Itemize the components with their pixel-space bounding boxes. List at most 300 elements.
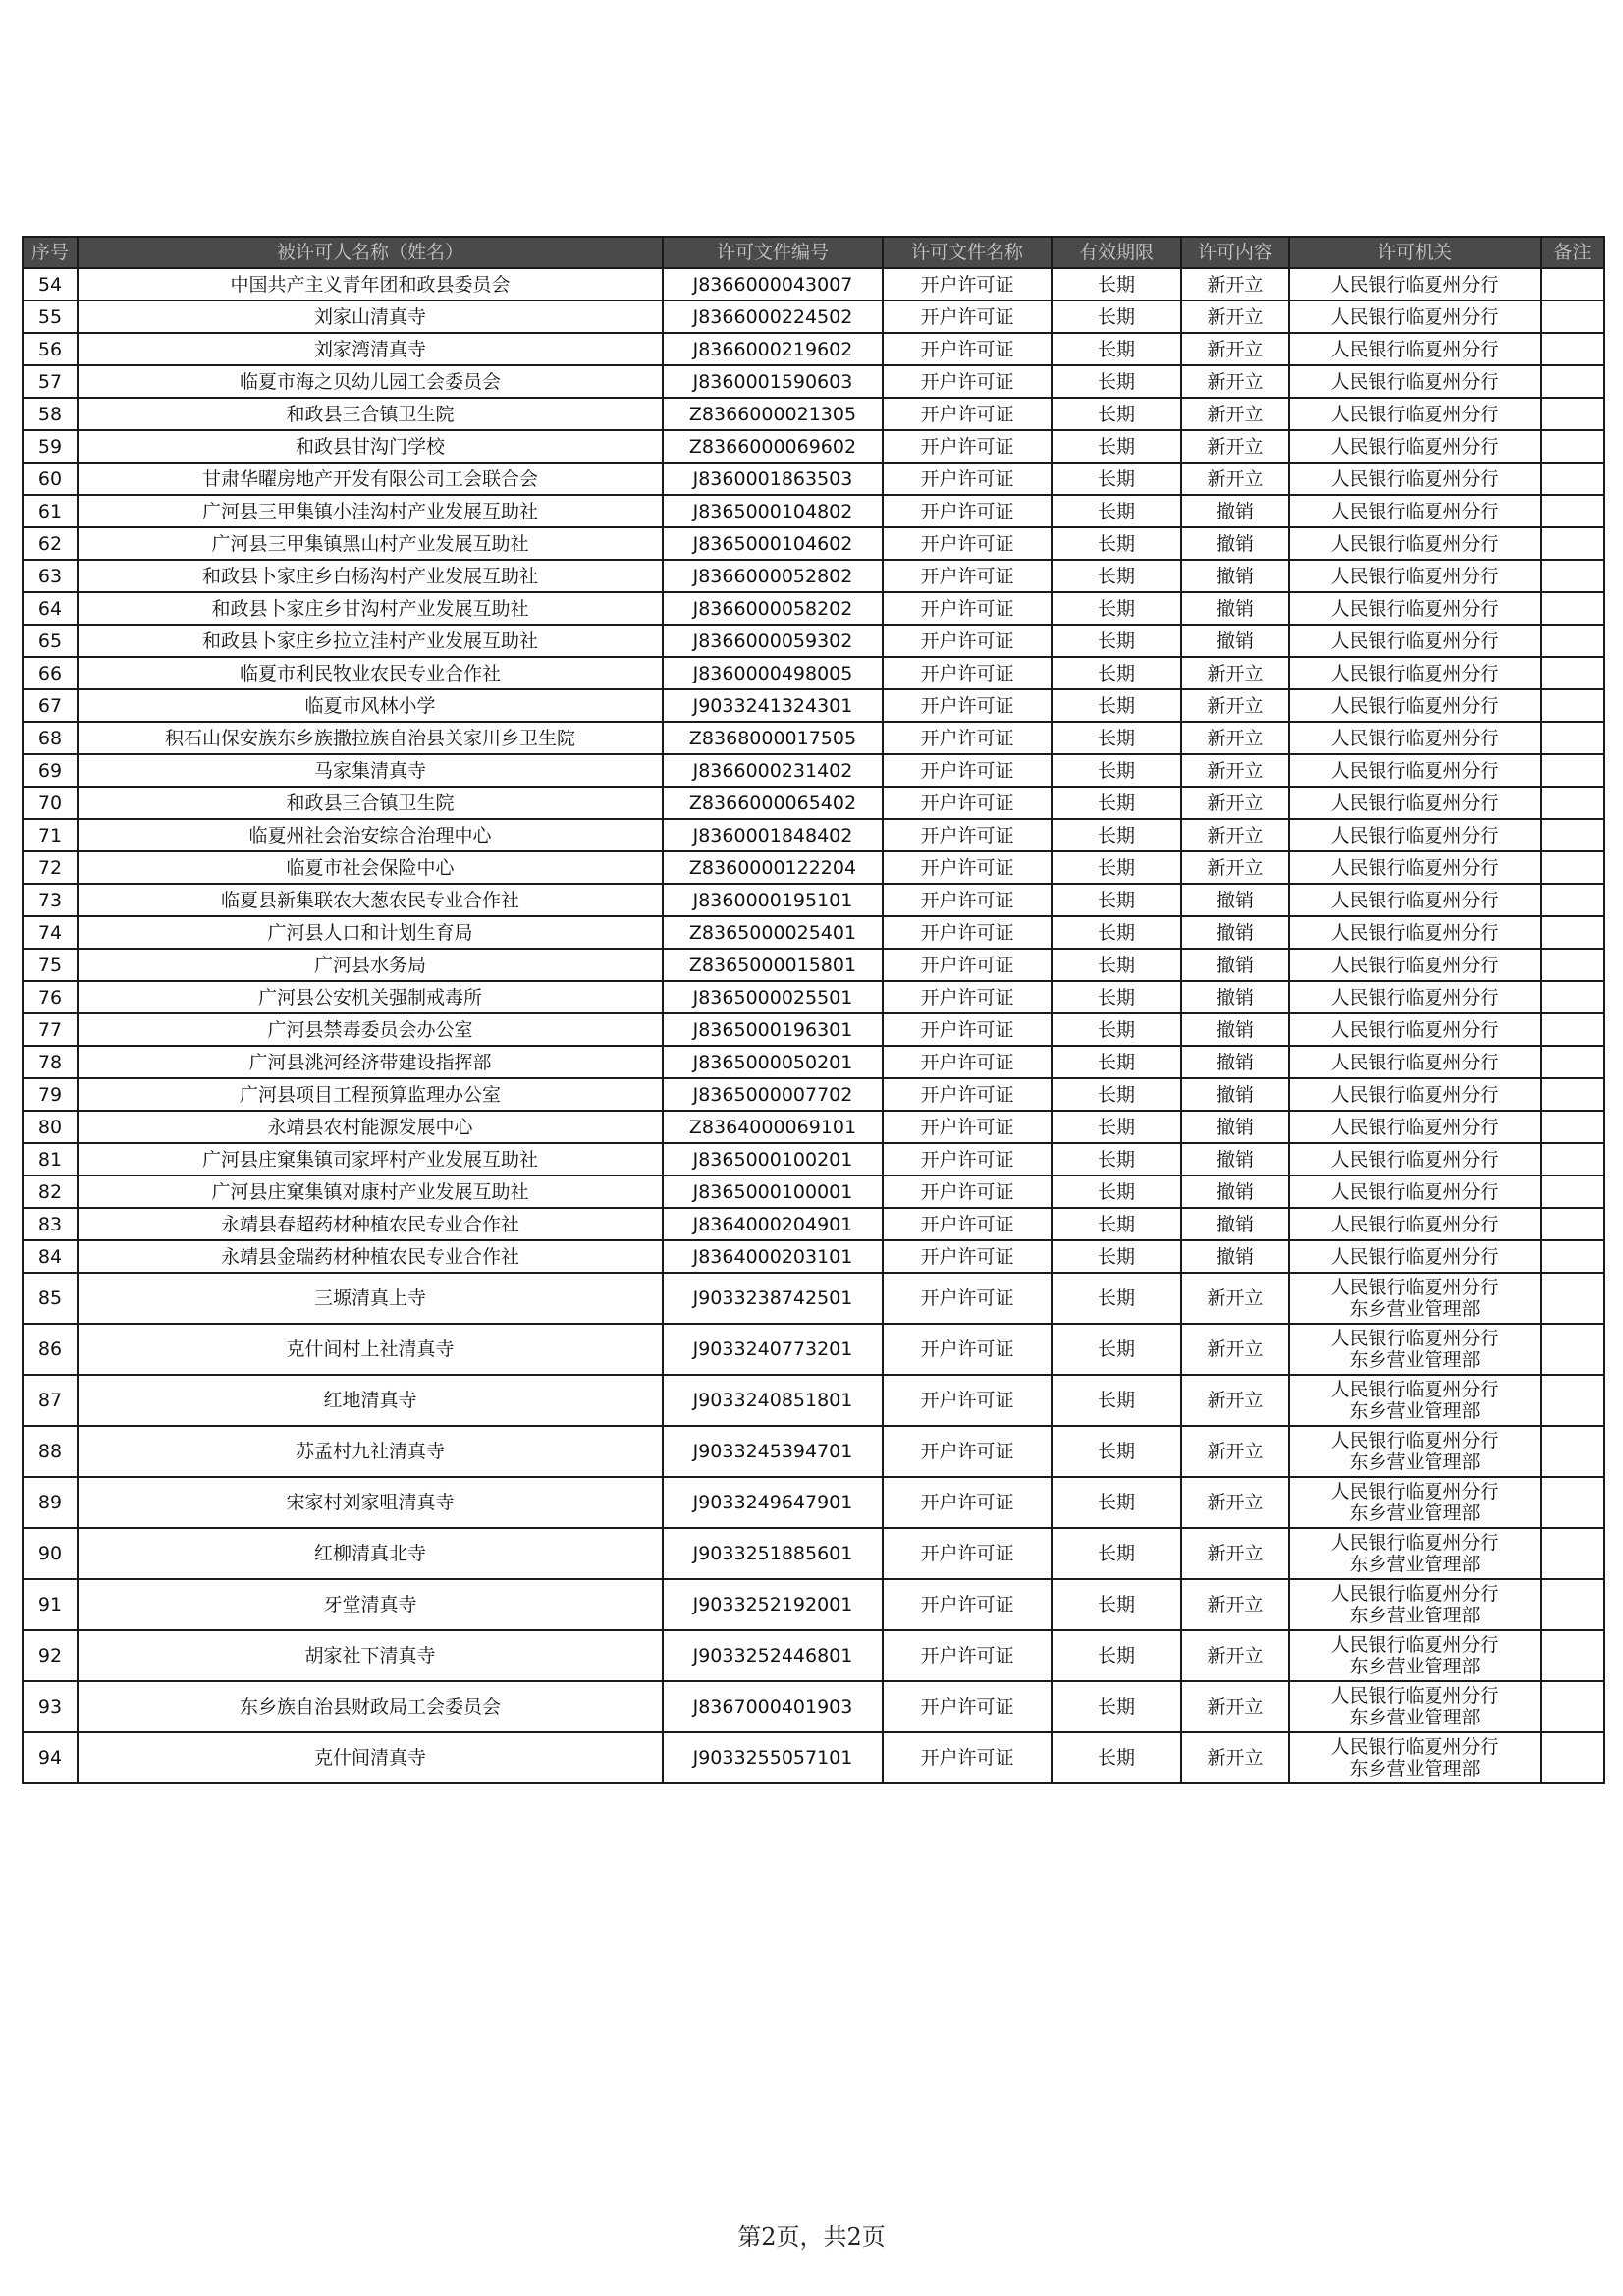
authority-line-2: 东乡营业管理部 [1349,1349,1481,1371]
content-cell: 新开立 [1181,1273,1289,1324]
content-cell: 新开立 [1181,657,1289,689]
permit-name-cell: 开户许可证 [883,1528,1052,1579]
remark-cell [1541,1528,1604,1579]
permit-number-cell: J8366000052802 [663,560,883,592]
authority-line-1: 人民银行临夏州分行 [1330,1736,1499,1758]
remark-cell [1541,1111,1604,1143]
permit-number-cell: Z8366000069602 [663,430,883,463]
name-cell: 克什间清真寺 [78,1732,663,1783]
permit-name-cell: 开户许可证 [883,1175,1052,1208]
remark-cell [1541,1630,1604,1681]
validity-cell: 长期 [1052,1208,1181,1240]
permit-number-cell: J8365000104802 [663,495,883,527]
authority-cell: 人民银行临夏州分行 [1289,398,1541,430]
seq-cell: 78 [23,1046,78,1078]
name-cell: 积石山保安族东乡族撒拉族自治县关家川乡卫生院 [78,722,663,754]
name-cell: 克什间村上社清真寺 [78,1324,663,1375]
permit-name-cell: 开户许可证 [883,1477,1052,1528]
permit-name-cell: 开户许可证 [883,1579,1052,1630]
name-cell: 刘家山清真寺 [78,301,663,333]
authority-cell: 人民银行临夏州分行 [1289,463,1541,495]
permit-name-cell: 开户许可证 [883,527,1052,560]
seq-cell: 80 [23,1111,78,1143]
permit-number-cell: Z8365000025401 [663,916,883,949]
authority-cell: 人民银行临夏州分行 [1289,1013,1541,1046]
permit-number-cell: J9033241324301 [663,689,883,722]
authority-cell: 人民银行临夏州分行 [1289,754,1541,787]
seq-cell: 55 [23,301,78,333]
name-cell: 临夏市风林小学 [78,689,663,722]
table-row [23,754,1604,787]
content-cell: 撤销 [1181,1013,1289,1046]
remark-cell [1541,268,1604,301]
remark-cell [1541,1324,1604,1375]
remark-cell [1541,430,1604,463]
permit-name-cell: 开户许可证 [883,1324,1052,1375]
permit-name-cell: 开户许可证 [883,333,1052,365]
authority-cell: 人民银行临夏州分行 [1289,981,1541,1013]
permit-number-cell: J9033252192001 [663,1579,883,1630]
table-row [23,268,1604,301]
permit-number-cell: J8366000231402 [663,754,883,787]
remark-cell [1541,463,1604,495]
validity-cell: 长期 [1052,527,1181,560]
permit-number-cell: J8364000203101 [663,1240,883,1273]
remark-cell [1541,1175,1604,1208]
permit-name-cell: 开户许可证 [883,722,1052,754]
authority-cell: 人民银行临夏州分行 [1289,851,1541,884]
authority-cell: 人民银行临夏州分行 [1289,1208,1541,1240]
header-row [23,237,1604,268]
validity-cell: 长期 [1052,722,1181,754]
authority-line-1: 人民银行临夏州分行 [1330,1328,1499,1349]
permit-name-cell: 开户许可证 [883,592,1052,625]
permit-number-cell: J8360001863503 [663,463,883,495]
validity-cell: 长期 [1052,1477,1181,1528]
seq-cell: 85 [23,1273,78,1324]
permit-name-cell: 开户许可证 [883,1078,1052,1111]
permit-name-cell: 开户许可证 [883,1630,1052,1681]
permit-name-cell: 开户许可证 [883,1240,1052,1273]
table-row [23,787,1604,819]
table-row [23,981,1604,1013]
authority-line-2: 东乡营业管理部 [1349,1554,1481,1575]
validity-cell: 长期 [1052,463,1181,495]
seq-cell: 61 [23,495,78,527]
seq-cell: 75 [23,949,78,981]
table-row [23,1208,1604,1240]
permit-name-cell: 开户许可证 [883,787,1052,819]
validity-cell: 长期 [1052,819,1181,851]
name-cell: 广河县洮河经济带建设指挥部 [78,1046,663,1078]
permit-number-cell: J8365000007702 [663,1078,883,1111]
table-row [23,463,1604,495]
permit-number-cell: Z8364000069101 [663,1111,883,1143]
permit-number-cell: J8365000104602 [663,527,883,560]
remark-cell [1541,1426,1604,1477]
authority-cell [1289,1375,1541,1426]
permit-name-cell: 开户许可证 [883,981,1052,1013]
permit-number-cell: J8366000059302 [663,625,883,657]
content-cell: 撤销 [1181,625,1289,657]
table-row [23,430,1604,463]
remark-cell [1541,301,1604,333]
content-cell: 新开立 [1181,398,1289,430]
permit-number-cell: J8360001590603 [663,365,883,398]
content-cell: 新开立 [1181,1579,1289,1630]
permit-name-cell: 开户许可证 [883,754,1052,787]
validity-cell: 长期 [1052,365,1181,398]
table-row [23,851,1604,884]
permit-name-cell: 开户许可证 [883,560,1052,592]
content-cell: 撤销 [1181,1240,1289,1273]
remark-cell [1541,592,1604,625]
table-row [23,1579,1604,1630]
name-cell: 临夏市利民牧业农民专业合作社 [78,657,663,689]
seq-cell: 87 [23,1375,78,1426]
table-row [23,301,1604,333]
authority-cell: 人民银行临夏州分行 [1289,527,1541,560]
authority-cell: 人民银行临夏州分行 [1289,560,1541,592]
authority-cell: 人民银行临夏州分行 [1289,884,1541,916]
content-cell: 新开立 [1181,1528,1289,1579]
authority-cell: 人民银行临夏州分行 [1289,819,1541,851]
name-cell: 宋家村刘家咀清真寺 [78,1477,663,1528]
name-cell: 广河县公安机关强制戒毒所 [78,981,663,1013]
content-cell: 新开立 [1181,268,1289,301]
content-cell: 新开立 [1181,851,1289,884]
validity-cell: 长期 [1052,560,1181,592]
authority-cell [1289,1324,1541,1375]
authority-line-1: 人民银行临夏州分行 [1330,1379,1499,1400]
permit-number-cell: J8364000204901 [663,1208,883,1240]
seq-cell: 72 [23,851,78,884]
permit-name-cell: 开户许可证 [883,1208,1052,1240]
table-row [23,398,1604,430]
validity-cell: 长期 [1052,1732,1181,1783]
content-cell: 撤销 [1181,1175,1289,1208]
content-cell: 撤销 [1181,1143,1289,1175]
name-cell: 广河县三甲集镇黑山村产业发展互助社 [78,527,663,560]
table-row [23,1528,1604,1579]
validity-cell: 长期 [1052,949,1181,981]
column-header: 许可文件名称 [883,237,1052,268]
remark-cell [1541,365,1604,398]
authority-cell: 人民银行临夏州分行 [1289,365,1541,398]
table-row [23,333,1604,365]
name-cell: 牙堂清真寺 [78,1579,663,1630]
validity-cell: 长期 [1052,981,1181,1013]
authority-line-1: 人民银行临夏州分行 [1330,1481,1499,1503]
authority-cell [1289,1681,1541,1732]
permit-number-cell: J9033240773201 [663,1324,883,1375]
table-row [23,625,1604,657]
authority-cell: 人民银行临夏州分行 [1289,722,1541,754]
name-cell: 广河县庄窠集镇司家坪村产业发展互助社 [78,1143,663,1175]
authority-line-2: 东乡营业管理部 [1349,1298,1481,1320]
table-body [23,268,1604,1783]
validity-cell: 长期 [1052,1078,1181,1111]
remark-cell [1541,689,1604,722]
validity-cell: 长期 [1052,333,1181,365]
remark-cell [1541,625,1604,657]
validity-cell: 长期 [1052,1240,1181,1273]
remark-cell [1541,657,1604,689]
seq-cell: 83 [23,1208,78,1240]
authority-line-1: 人民银行临夏州分行 [1330,1277,1499,1298]
validity-cell: 长期 [1052,1111,1181,1143]
authority-cell: 人民银行临夏州分行 [1289,1111,1541,1143]
name-cell: 和政县三合镇卫生院 [78,787,663,819]
permit-table [22,236,1605,1784]
authority-cell: 人民银行临夏州分行 [1289,1143,1541,1175]
authority-line-2: 东乡营业管理部 [1349,1503,1481,1524]
name-cell: 永靖县春超药材种植农民专业合作社 [78,1208,663,1240]
permit-name-cell: 开户许可证 [883,916,1052,949]
seq-cell: 70 [23,787,78,819]
permit-number-cell: Z8360000122204 [663,851,883,884]
remark-cell [1541,916,1604,949]
authority-cell: 人民银行临夏州分行 [1289,916,1541,949]
seq-cell: 86 [23,1324,78,1375]
authority-line-2: 东乡营业管理部 [1349,1707,1481,1728]
permit-name-cell: 开户许可证 [883,819,1052,851]
authority-cell: 人民银行临夏州分行 [1289,689,1541,722]
permit-name-cell: 开户许可证 [883,949,1052,981]
permit-number-cell: J9033245394701 [663,1426,883,1477]
seq-cell: 79 [23,1078,78,1111]
column-header: 被许可人名称（姓名） [78,237,663,268]
validity-cell: 长期 [1052,851,1181,884]
content-cell: 新开立 [1181,1477,1289,1528]
validity-cell: 长期 [1052,1375,1181,1426]
content-cell: 新开立 [1181,430,1289,463]
authority-line-1: 人民银行临夏州分行 [1330,1634,1499,1656]
content-cell: 新开立 [1181,333,1289,365]
permit-name-cell: 开户许可证 [883,851,1052,884]
permit-name-cell: 开户许可证 [883,625,1052,657]
seq-cell: 68 [23,722,78,754]
seq-cell: 74 [23,916,78,949]
validity-cell: 长期 [1052,1579,1181,1630]
permit-number-cell: J8365000100001 [663,1175,883,1208]
remark-cell [1541,722,1604,754]
content-cell: 新开立 [1181,1375,1289,1426]
content-cell: 撤销 [1181,592,1289,625]
permit-name-cell: 开户许可证 [883,1426,1052,1477]
name-cell: 临夏市社会保险中心 [78,851,663,884]
remark-cell [1541,333,1604,365]
authority-cell: 人民银行临夏州分行 [1289,301,1541,333]
authority-line-1: 人民银行临夏州分行 [1330,1583,1499,1605]
authority-cell [1289,1579,1541,1630]
table-row [23,1111,1604,1143]
permit-number-cell: J9033249647901 [663,1477,883,1528]
content-cell: 新开立 [1181,689,1289,722]
content-cell: 新开立 [1181,365,1289,398]
name-cell: 甘肃华曜房地产开发有限公司工会联合会 [78,463,663,495]
permit-number-cell: J8360001848402 [663,819,883,851]
name-cell: 三塬清真上寺 [78,1273,663,1324]
permit-number-cell: Z8366000065402 [663,787,883,819]
permit-number-cell: J8365000025501 [663,981,883,1013]
table-row [23,1013,1604,1046]
authority-line-2: 东乡营业管理部 [1349,1451,1481,1473]
table-row [23,365,1604,398]
validity-cell: 长期 [1052,657,1181,689]
permit-number-cell: J9033251885601 [663,1528,883,1579]
column-header: 许可文件编号 [663,237,883,268]
seq-cell: 56 [23,333,78,365]
seq-cell: 81 [23,1143,78,1175]
authority-cell [1289,1426,1541,1477]
permit-number-cell: J8365000050201 [663,1046,883,1078]
permit-name-cell: 开户许可证 [883,657,1052,689]
validity-cell: 长期 [1052,625,1181,657]
content-cell: 新开立 [1181,754,1289,787]
permit-number-cell: J9033240851801 [663,1375,883,1426]
validity-cell: 长期 [1052,301,1181,333]
table-row [23,1078,1604,1111]
remark-cell [1541,1732,1604,1783]
seq-cell: 76 [23,981,78,1013]
authority-cell: 人民银行临夏州分行 [1289,495,1541,527]
seq-cell: 90 [23,1528,78,1579]
permit-number-cell: J8365000100201 [663,1143,883,1175]
remark-cell [1541,1681,1604,1732]
name-cell: 临夏市海之贝幼儿园工会委员会 [78,365,663,398]
table-row [23,527,1604,560]
seq-cell: 94 [23,1732,78,1783]
validity-cell: 长期 [1052,1426,1181,1477]
column-header: 许可内容 [1181,237,1289,268]
table-row [23,1375,1604,1426]
name-cell: 和政县三合镇卫生院 [78,398,663,430]
permit-name-cell: 开户许可证 [883,1732,1052,1783]
seq-cell: 67 [23,689,78,722]
content-cell: 撤销 [1181,1078,1289,1111]
seq-cell: 92 [23,1630,78,1681]
seq-cell: 57 [23,365,78,398]
authority-cell [1289,1732,1541,1783]
name-cell: 马家集清真寺 [78,754,663,787]
content-cell: 撤销 [1181,1111,1289,1143]
content-cell: 新开立 [1181,1630,1289,1681]
seq-cell: 65 [23,625,78,657]
remark-cell [1541,1143,1604,1175]
validity-cell: 长期 [1052,1273,1181,1324]
authority-cell: 人民银行临夏州分行 [1289,430,1541,463]
page-footer: 第2页，共2页 [737,2223,886,2251]
name-cell: 和政县卜家庄乡白杨沟村产业发展互助社 [78,560,663,592]
content-cell: 撤销 [1181,884,1289,916]
authority-line-2: 东乡营业管理部 [1349,1605,1481,1626]
table-row [23,1240,1604,1273]
permit-name-cell: 开户许可证 [883,1013,1052,1046]
authority-cell: 人民银行临夏州分行 [1289,949,1541,981]
name-cell: 永靖县农村能源发展中心 [78,1111,663,1143]
table-header [23,237,1604,268]
authority-line-2: 东乡营业管理部 [1349,1400,1481,1422]
authority-cell: 人民银行临夏州分行 [1289,1046,1541,1078]
seq-cell: 91 [23,1579,78,1630]
remark-cell [1541,495,1604,527]
permit-number-cell: J9033252446801 [663,1630,883,1681]
column-header: 序号 [23,237,78,268]
authority-cell: 人民银行临夏州分行 [1289,625,1541,657]
name-cell: 广河县三甲集镇小洼沟村产业发展互助社 [78,495,663,527]
content-cell: 撤销 [1181,527,1289,560]
authority-cell: 人民银行临夏州分行 [1289,657,1541,689]
permit-number-cell: J8366000224502 [663,301,883,333]
name-cell: 和政县甘沟门学校 [78,430,663,463]
permit-name-cell: 开户许可证 [883,268,1052,301]
validity-cell: 长期 [1052,1046,1181,1078]
permit-name-cell: 开户许可证 [883,398,1052,430]
remark-cell [1541,819,1604,851]
remark-cell [1541,560,1604,592]
content-cell: 新开立 [1181,1681,1289,1732]
remark-cell [1541,981,1604,1013]
name-cell: 临夏州社会治安综合治理中心 [78,819,663,851]
column-header: 备注 [1541,237,1604,268]
content-cell: 新开立 [1181,787,1289,819]
name-cell: 胡家社下清真寺 [78,1630,663,1681]
table-row [23,1630,1604,1681]
seq-cell: 60 [23,463,78,495]
validity-cell: 长期 [1052,430,1181,463]
remark-cell [1541,1013,1604,1046]
remark-cell [1541,1208,1604,1240]
permit-number-cell: Z8368000017505 [663,722,883,754]
validity-cell: 长期 [1052,1324,1181,1375]
table-row [23,1324,1604,1375]
remark-cell [1541,1477,1604,1528]
content-cell: 新开立 [1181,722,1289,754]
validity-cell: 长期 [1052,916,1181,949]
name-cell: 和政县卜家庄乡拉立洼村产业发展互助社 [78,625,663,657]
seq-cell: 59 [23,430,78,463]
table-row [23,1175,1604,1208]
content-cell: 新开立 [1181,1426,1289,1477]
permit-number-cell: J9033238742501 [663,1273,883,1324]
permit-name-cell: 开户许可证 [883,1681,1052,1732]
table-row [23,819,1604,851]
table-row [23,1143,1604,1175]
seq-cell: 63 [23,560,78,592]
content-cell: 撤销 [1181,1208,1289,1240]
name-cell: 苏孟村九社清真寺 [78,1426,663,1477]
seq-cell: 88 [23,1426,78,1477]
remark-cell [1541,1375,1604,1426]
seq-cell: 69 [23,754,78,787]
remark-cell [1541,787,1604,819]
permit-number-cell: J8366000043007 [663,268,883,301]
validity-cell: 长期 [1052,592,1181,625]
table-row [23,1477,1604,1528]
table-row [23,722,1604,754]
table-row [23,1732,1604,1783]
column-header: 有效期限 [1052,237,1181,268]
permit-name-cell: 开户许可证 [883,365,1052,398]
remark-cell [1541,527,1604,560]
table-row [23,592,1604,625]
table-row [23,1681,1604,1732]
name-cell: 东乡族自治县财政局工会委员会 [78,1681,663,1732]
permit-name-cell: 开户许可证 [883,463,1052,495]
authority-cell [1289,1630,1541,1681]
permit-number-cell: J8366000058202 [663,592,883,625]
